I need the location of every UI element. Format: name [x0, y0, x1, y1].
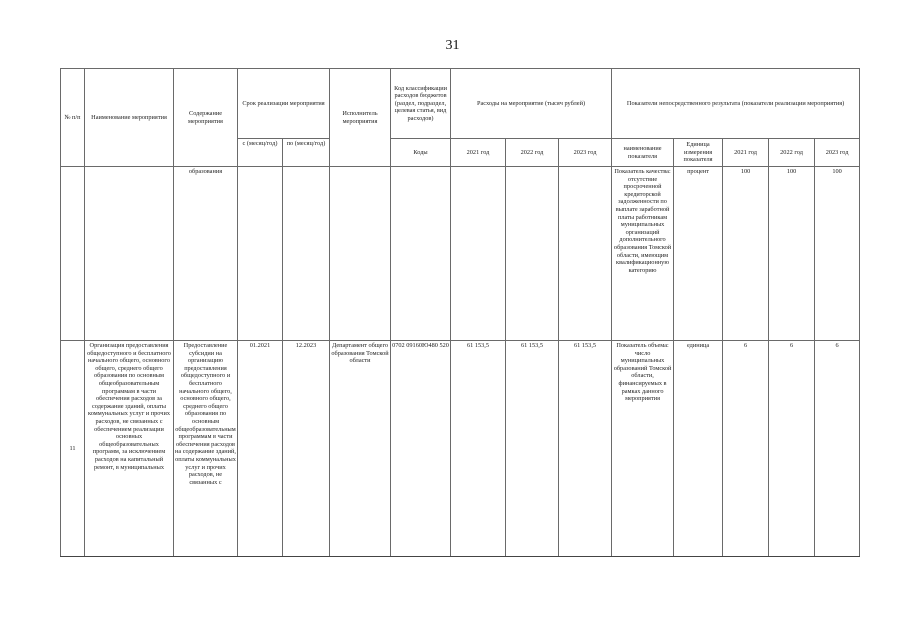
row-executor — [330, 167, 391, 341]
row-num — [61, 167, 85, 341]
row-exp-2021: 61 153,5 — [451, 341, 506, 557]
row-exp-2023: 61 153,5 — [559, 341, 612, 557]
row-indicator: Показатель объема: число муниципальных образований Томской области, финансируемых в рамках данного мероприятия — [612, 341, 674, 557]
row-name: Организация предоставления общедоступного и бесплатного начального общего, основного общего, среднего общего образования по основным общеобразовательным программам в части обеспечения расходов за содержание зданий, оплаты коммунальных услуг и прочих расходов, не связанных с обеспечением реализации основных общеобразовательных программ, за исключением расходов на капитальный ремонт, в муниципальных — [85, 341, 174, 557]
header-res-2022: 2022 год — [769, 139, 815, 167]
header-period-to: по (месяц/год) — [283, 139, 330, 167]
row-num: 11 — [61, 341, 85, 557]
header-exp-2021: 2021 год — [451, 139, 506, 167]
header-codes: Коды — [391, 139, 451, 167]
header-exp-2023: 2023 год — [559, 139, 612, 167]
header-executor: Исполнитель мероприятия — [330, 69, 391, 167]
page-number: 31 — [445, 38, 460, 53]
header-content: Содержание мероприятия — [174, 69, 238, 167]
row-res-2021: 6 — [723, 341, 769, 557]
row-content: Предоставление субсидии на организацию предоставления общедоступного и бесплатного начального общего, основного общего, среднего общего образования по основным общеобразовательным программам в части обеспечения расходов на содержание зданий, оплаты коммунальных услуг и прочих расходов, не связанных с — [174, 341, 238, 557]
row-from — [238, 167, 283, 341]
header-exp-2022: 2022 год — [506, 139, 559, 167]
header-expenses: Расходы на мероприятие (тысяч рублей) — [451, 69, 612, 139]
header-results: Показатели непосредственного результата (показатели реализации мероприятия) — [612, 69, 860, 139]
row-name — [85, 167, 174, 341]
header-num: № п/п — [61, 69, 85, 167]
row-executor: Департамент общего образования Томской области — [330, 341, 391, 557]
row-exp-2021 — [451, 167, 506, 341]
row-codes — [391, 167, 451, 341]
row-indicator: Показатель качества: отсутствие просроченной кредиторской задолженности по выплате заработной платы работникам муниципальных организаций дополнительного образования Томской области, имеющим квалификационную категорию — [612, 167, 674, 341]
header-period-from: с (месяц/год) — [238, 139, 283, 167]
header-classification: Код классификации расходов бюджетов (раздел, подраздел, целевая статья, вид расходов) — [391, 69, 451, 139]
row-res-2022: 6 — [769, 341, 815, 557]
row-to: 12.2023 — [283, 341, 330, 557]
header-unit: Единица измерения показателя — [674, 139, 723, 167]
header-name: Наименование мероприятия — [85, 69, 174, 167]
row-to — [283, 167, 330, 341]
header-res-2023: 2023 год — [815, 139, 860, 167]
program-events-table — [60, 68, 860, 557]
row-from: 01.2021 — [238, 341, 283, 557]
table-row — [61, 341, 860, 557]
header-indicator-name: наименование показателя — [612, 139, 674, 167]
row-res-2021: 100 — [723, 167, 769, 341]
row-res-2022: 100 — [769, 167, 815, 341]
row-unit: единица — [674, 341, 723, 557]
header-res-2021: 2021 год — [723, 139, 769, 167]
row-codes: 0702 09160Ю480 520 — [391, 341, 451, 557]
row-res-2023: 100 — [815, 167, 860, 341]
row-exp-2022: 61 153,5 — [506, 341, 559, 557]
row-res-2023: 6 — [815, 341, 860, 557]
table-row — [61, 167, 860, 341]
header-period: Срок реализации мероприятия — [238, 69, 330, 139]
row-content: образования — [174, 167, 238, 341]
header-row-1 — [61, 69, 860, 139]
row-exp-2022 — [506, 167, 559, 341]
row-unit: процент — [674, 167, 723, 341]
row-exp-2023 — [559, 167, 612, 341]
